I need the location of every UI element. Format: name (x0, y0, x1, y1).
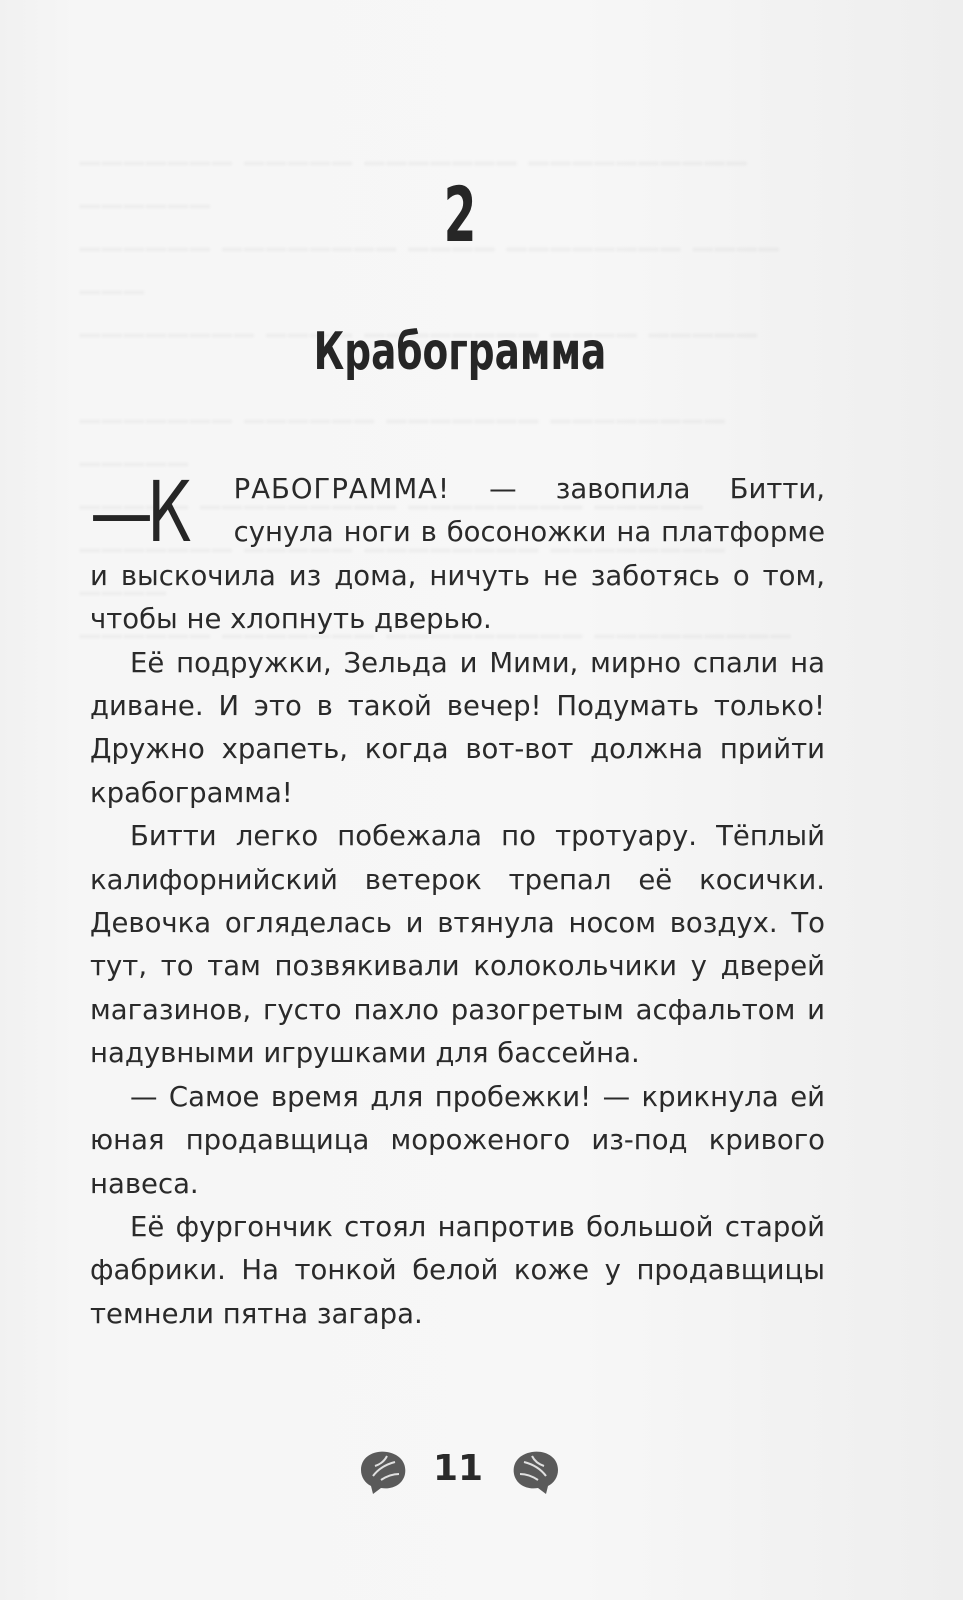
chapter-body (90, 463, 825, 1336)
paragraph-2: Её подружки, Зельда и Мими, мирно спали на диване. И это в такой вечер! Подумать только! Дружно храпеть, когда вот-вот должна прийти крабограмма! (90, 646, 825, 809)
paragraph-1-text: — завопила Битти, сунула ноги в босоножки на платформе и выскочила из дома, ничуть не заботясь о том, чтобы не хлопнуть дверью. (90, 473, 825, 636)
opening-caps: РАБОГРАММА! (233, 473, 451, 505)
page-footer (0, 1440, 963, 1500)
paragraph-1 (90, 463, 825, 642)
drop-cap (90, 463, 226, 561)
paragraph-3: Битти легко побежала по тротуару. Тёплый калифорнийский ветерок трепал её косички. Девочка огляделась и втянула носом воздух. То тут, то там позвякивали колокольчики у дверей магазинов, густо пахло разогретым асфальтом и надувными игрушками для бассейна. (90, 820, 825, 1070)
page-number: 11 (432, 1448, 484, 1489)
paragraph-5: Её фургончик стоял напротив большой старой фабрики. На тонкой белой коже у продавщицы темнели пятна загара. (90, 1210, 825, 1330)
drop-cap-letter: К (147, 463, 192, 561)
crab-icon (355, 1446, 411, 1502)
paragraph-4: — Самое время для пробежки! — крикнула ей юная продавщица мороженого из-под кривого навеса. (90, 1080, 825, 1200)
drop-cap-dash: — (90, 463, 147, 561)
crab-icon (508, 1446, 564, 1502)
chapter-number: 2 (443, 170, 477, 259)
chapter-title: Крабограмма (313, 322, 607, 382)
